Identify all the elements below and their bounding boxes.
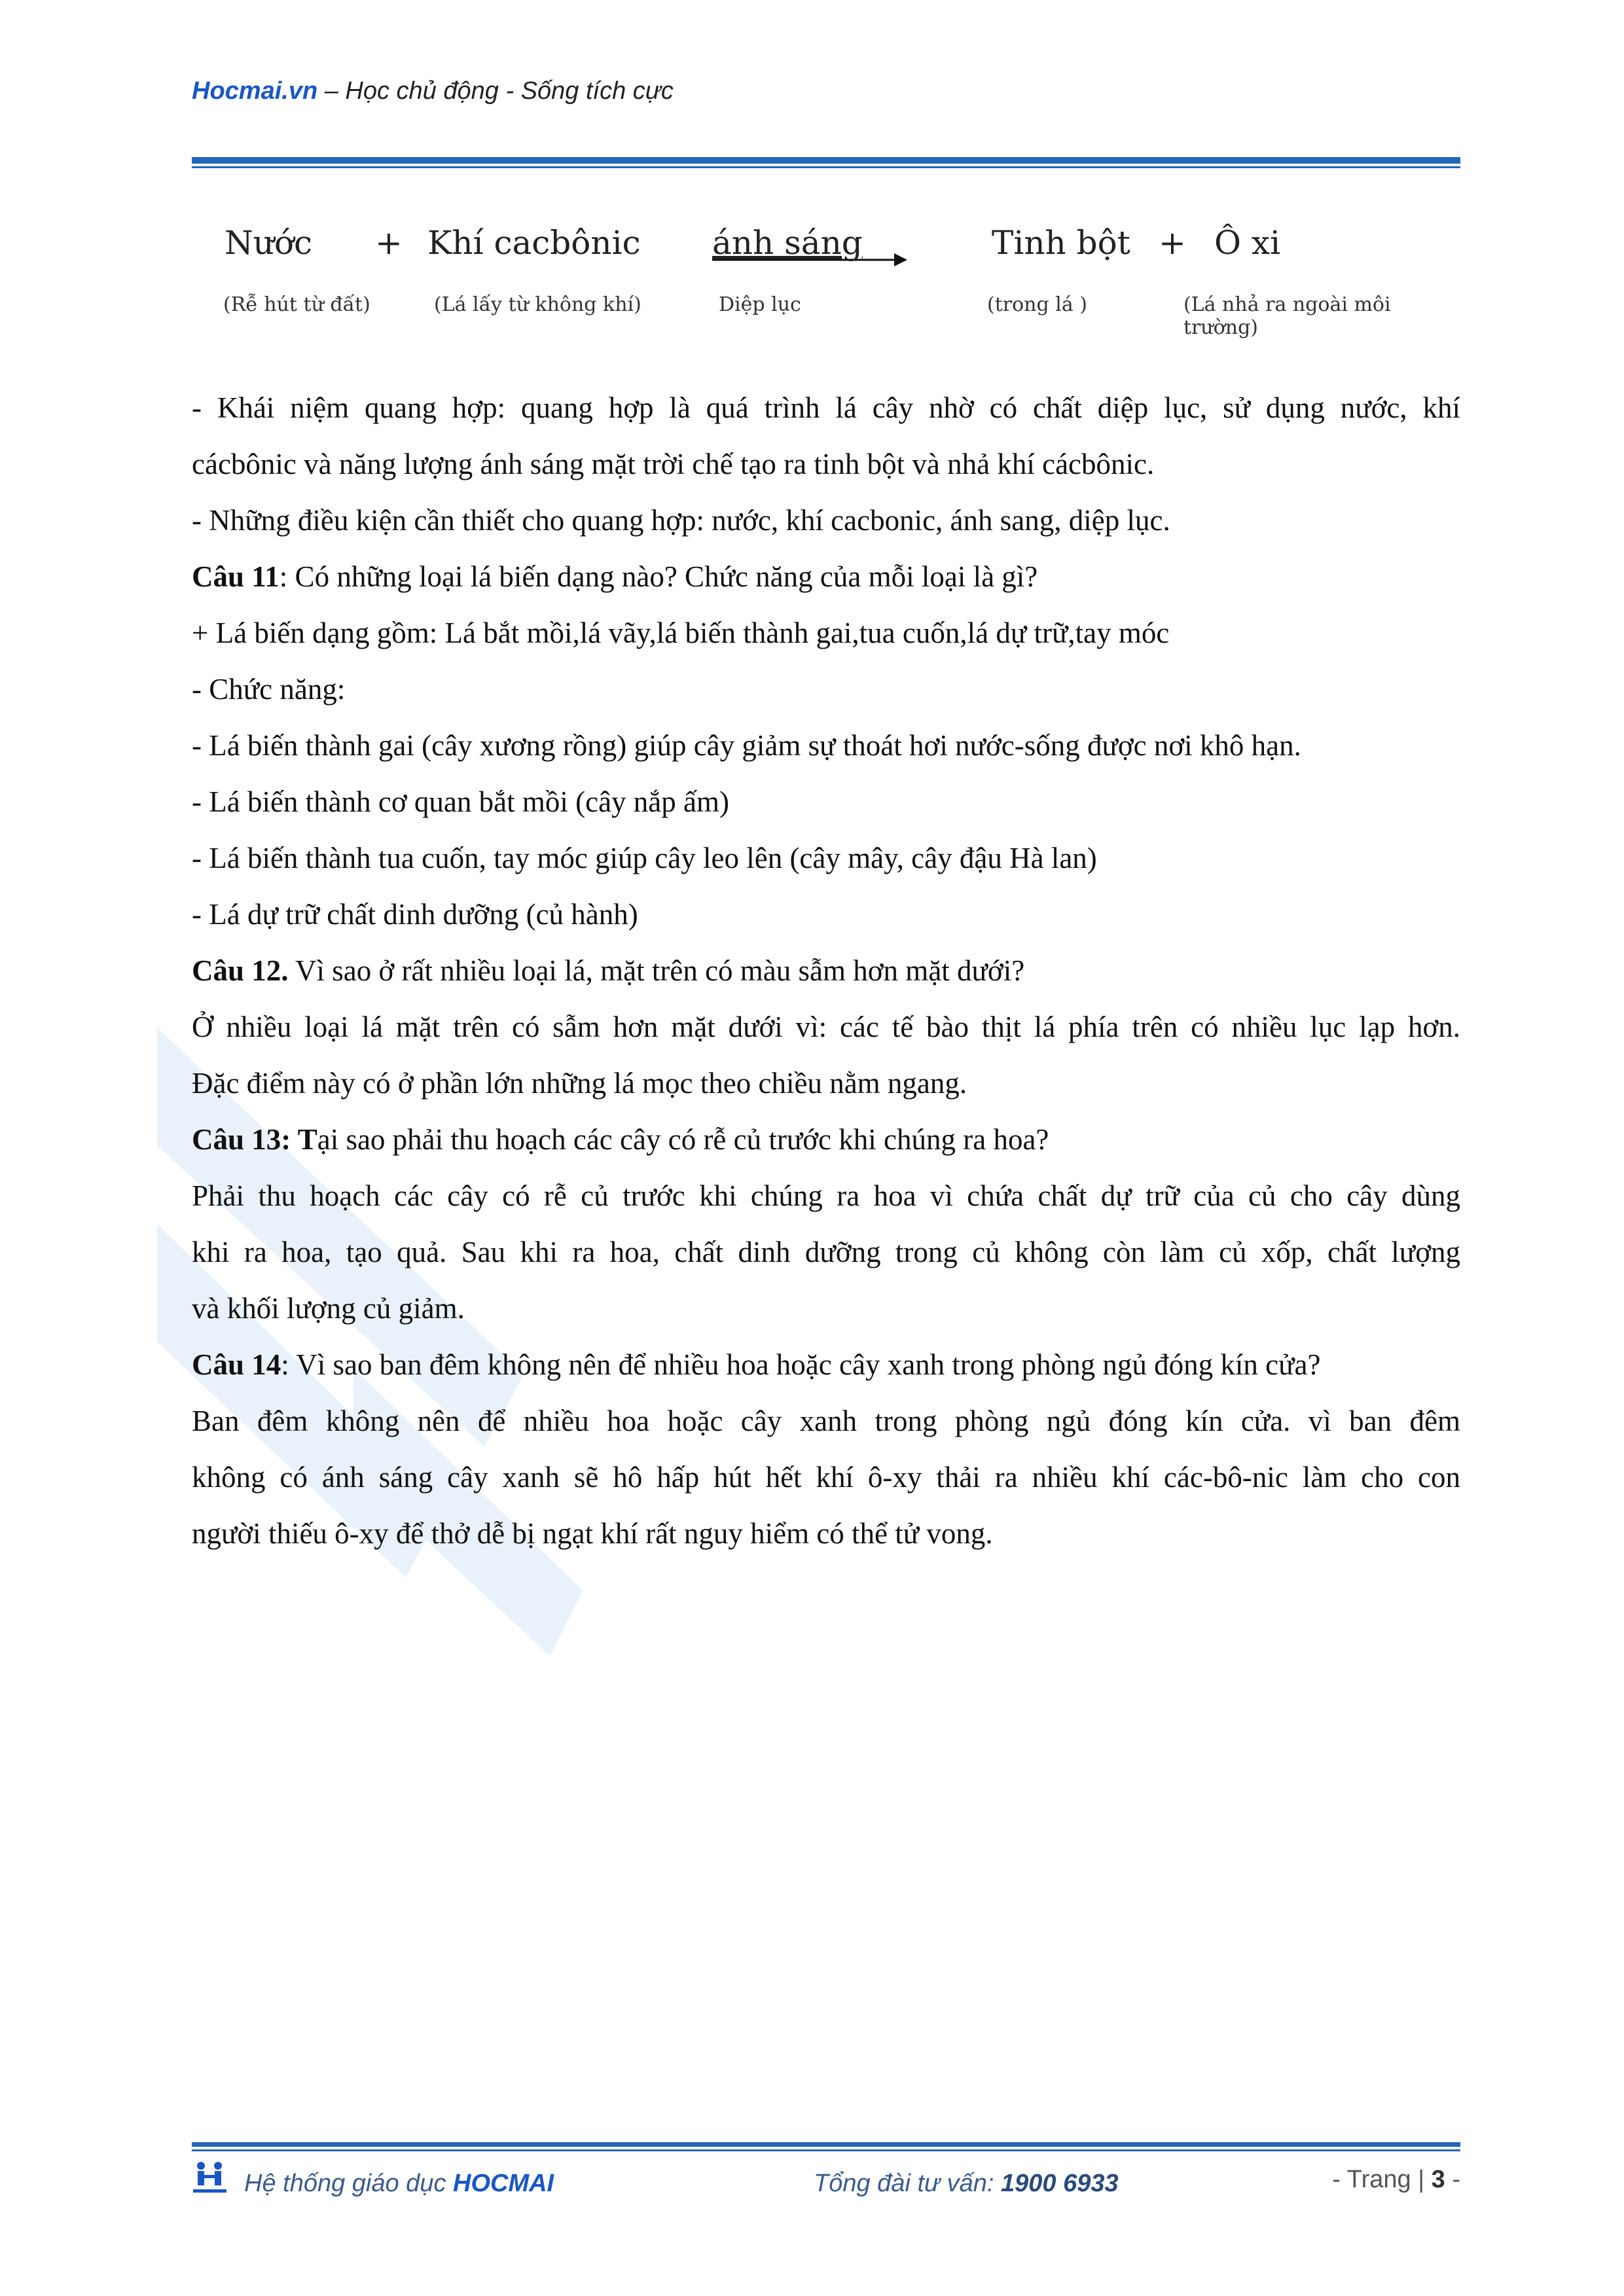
text-line: khi ra hoa, tạo quả. Sau khi ra hoa, chất dinh dưỡng trong củ không còn làm củ xốp, chất lượng: [192, 1236, 1460, 1268]
header-tagline: – Học chủ động - Sống tích cực: [324, 77, 674, 105]
footer-hotline: Tổng đài tư vấn: 1900 6933: [814, 2170, 1119, 2197]
text-line: - Lá dự trữ chất dinh dưỡng (củ hành): [192, 898, 638, 931]
question-11: Câu 11: Có những loại lá biến dạng nào? Chức năng của mỗi loại là gì?: [192, 560, 1038, 593]
equation-term: Ô xi: [1214, 224, 1281, 262]
footer-system: Hệ thống giáo dục HOCMAI: [244, 2170, 554, 2197]
text-line: không có ánh sáng cây xanh sẽ hô hấp hút hết khí ô-xy thải ra nhiều khí các-bô-nic làm cho con: [192, 1461, 1460, 1494]
text-line: - Lá biến thành tua cuốn, tay móc giúp cây leo lên (cây mây, cây đậu Hà lan): [192, 842, 1097, 874]
question-13: Câu 13: Tại sao phải thu hoạch các cây có rễ củ trước khi chúng ra hoa?: [192, 1123, 1049, 1156]
document-body: [192, 380, 1460, 1562]
page-header: [192, 77, 674, 105]
equation-term: Khí cacbônic: [427, 224, 641, 262]
question-14: Câu 14: Vì sao ban đêm không nên để nhiều hoa hoặc cây xanh trong phòng ngủ đóng kín cửa?: [192, 1348, 1321, 1381]
text-line: Đặc điểm này có ở phần lớn những lá mọc theo chiều nằm ngang.: [192, 1067, 967, 1100]
text-line: cácbônic và năng lượng ánh sáng mặt trời chế tạo ra tinh bột và nhả khí cácbônic.: [192, 448, 1155, 480]
header-rule-thin: [192, 166, 1460, 168]
text-line: Ở nhiều loại lá mặt trên có sẫm hơn mặt dưới vì: các tế bào thịt lá phía trên có nhiều lục lạp hơn.: [192, 1011, 1460, 1043]
text-line: và khối lượng củ giảm.: [192, 1292, 465, 1325]
equation-note: (Rễ hút từ đất): [223, 293, 370, 316]
page-number: - Trang | 3 -: [1332, 2166, 1460, 2193]
equation-term: Tinh bột: [992, 224, 1130, 262]
footer-rule-thin: [192, 2149, 1460, 2151]
text-line: - Chức năng:: [192, 673, 346, 706]
equation-term: Nước: [225, 224, 313, 262]
equation-plus: +: [1159, 224, 1186, 262]
text-line: - Lá biến thành cơ quan bắt mồi (cây nắp ấm): [192, 785, 729, 818]
text-line: - Khái niệm quang hợp: quang hợp là quá trình lá cây nhờ có chất diệp lục, sử dụng nước, khí: [192, 391, 1460, 424]
equation-note: (Lá nhả ra ngoài môi trường): [1183, 293, 1391, 339]
text-line: - Lá biến thành gai (cây xương rồng) giúp cây giảm sự thoát hơi nước-sống được nơi khô hạn.: [192, 729, 1301, 762]
equation-condition: ánh sáng: [712, 224, 863, 262]
hocmai-logo-icon: [192, 2159, 228, 2195]
text-line: Ban đêm không nên để nhiều hoa hoặc cây xanh trong phòng ngủ đóng kín cửa. vì ban đêm: [192, 1405, 1460, 1437]
text-line: + Lá biến dạng gồm: Lá bắt mồi,lá vãy,lá biến thành gai,tua cuốn,lá dự trữ,tay móc: [192, 617, 1170, 649]
header-brand: Hocmai.vn: [192, 77, 318, 105]
equation-note: (Lá lấy từ không khí): [434, 293, 641, 316]
text-line: người thiếu ô-xy để thở dễ bị ngạt khí rất nguy hiểm có thể tử vong.: [192, 1517, 993, 1550]
photosynthesis-equation: [192, 209, 1460, 347]
text-line: - Những điều kiện cần thiết cho quang hợp: nước, khí cacbonic, ánh sang, diệp lục.: [192, 504, 1170, 537]
text-line: Phải thu hoạch các cây có rễ củ trước khi chúng ra hoa vì chứa chất dự trữ của củ cho cây dùng: [192, 1179, 1460, 1212]
equation-note: (trong lá ): [987, 293, 1087, 316]
arrow-icon: [712, 250, 909, 270]
footer-rule: [192, 2142, 1460, 2147]
header-rule: [192, 157, 1460, 164]
page-footer: [192, 2157, 1460, 2209]
equation-note: Diệp lục: [719, 293, 801, 316]
equation-plus: +: [375, 224, 403, 262]
question-12: Câu 12. Vì sao ở rất nhiều loại lá, mặt trên có màu sẫm hơn mặt dưới?: [192, 954, 1025, 987]
